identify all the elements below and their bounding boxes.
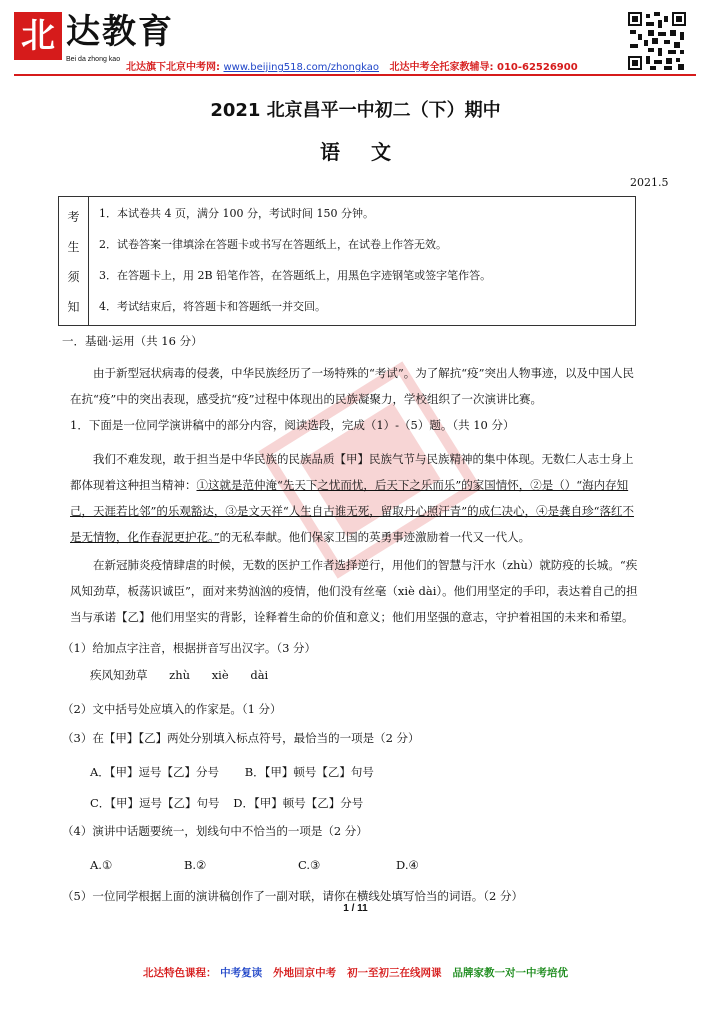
sub-question-1: （1）给加点字注音，根据拼音写出汉字。（3 分） [62,641,317,655]
footer-prefix: 北达特色课程： [142,967,217,979]
passage-paragraph-2: 在新冠肺炎疫情肆虐的时候，无数的医护工作者选择逆行，用他们的智慧与汗水（zhù）就防疫的长城。“疾风知劲草，板荡识诚臣”，面对来势汹汹的疫情，他们没有丝毫（xiè dài）。他们用坚定的手印，表达着自己的担当与承诺【乙】他们用坚实的背影，诠释着生命的价值和意义；他们用坚强的意志，守护着祖国的未来和希望。 [70,558,638,624]
option-a: A．【甲】逗号【乙】分号 [90,765,220,779]
option-c: C．【甲】逗号【乙】句号 [90,796,220,810]
tagline-prefix: 北达旗下北京中考网: [126,62,220,73]
footer-course: 初一至初三在线网课 [347,967,442,979]
sub-question-3-options-row1 [90,764,660,780]
sub-question-4-options [90,857,660,873]
notice-label-char: 生 [67,239,80,254]
section-heading: 一．基础·运用（共 16 分） [62,334,203,348]
question-1: 1．下面是一位同学演讲稿中的部分内容，阅读选段，完成（1）-（5）题。（共 10 分） [70,418,515,432]
intro-paragraph: 由于新型冠状病毒的侵袭，中华民族经历了一场特殊的“考试”。为了解抗“疫”突出人物事迹，以及中国人民在抗“疫”中的突出表现，感受抗“疫”过程中体现出的民族凝聚力，学校组织了一次演讲比赛。 [70,366,635,406]
passage-paragraph-1 [70,446,640,550]
item-word: 疾风知劲草 [90,668,148,682]
tagline-url-link[interactable]: www.beijing518.com/zhongkao [223,62,380,73]
option-b: B．【甲】顿号【乙】句号 [244,765,374,779]
notice-label-char: 考 [67,209,80,224]
notice-item: 1．本试卷共 4 页，满分 100 分，考试时间 150 分钟。 [99,207,374,220]
tagline-suffix: 北达中考全托家教辅导: 010-62526900 [389,62,578,73]
option-d: D.④ [396,858,419,872]
option-a: A.① [90,858,113,872]
item-pinyin: dài [250,668,269,682]
notice-box [58,196,636,326]
footer-banner [0,965,711,980]
exam-title: 2021 北京昌平一中初二（下）期中 [210,100,501,121]
page-number: 1 / 11 [343,903,368,914]
logo-subtitle: Bei da zhong kao [66,56,121,63]
sub-question-3-options-row2 [90,795,660,811]
passage-text: 的无私奉献。他们保家卫国的英勇事迹激励着一代又一代人。 [219,530,531,544]
option-b: B.② [183,858,207,872]
header-tagline [126,58,578,73]
option-d: D．【甲】顿号【乙】分号 [233,796,364,810]
qr-code-icon [628,12,686,70]
item-pinyin: xiè [211,668,229,682]
exam-subject: 语 文 [320,140,391,164]
sub-question-2: （2）文中括号处应填入的作家是。（1 分） [62,702,282,716]
logo-text: 达教育 [66,12,174,52]
sub-question-5: （5）一位同学根据上面的演讲稿创作了一副对联，请你在横线处填写恰当的词语。（2 分） [62,889,524,903]
notice-label-char: 须 [67,269,80,284]
item-pinyin: zhù [169,668,191,682]
logo-mark: 北 [14,12,62,60]
option-c: C.③ [298,858,321,872]
underlined-sentences: ①这就是范仲淹“先天下之忧而忧，后天下之乐而乐”的家国情怀，②是（）“海内存知己，天涯若比邻”的乐观豁达，③是文天祥“人生自古谁无死，留取丹心照汗青”的成仁决心，④是龚自珍“落红不是无情物，化作春泥更护花。” [70,478,635,544]
notice-item: 2．试卷答案一律填涂在答题卡或书写在答题纸上，在试卷上作答无效。 [99,238,447,251]
header-divider [14,74,696,76]
notice-label-char: 知 [67,299,80,314]
notice-item: 3．在答题卡上，用 2B 铅笔作答，在答题纸上，用黑色字迹钢笔或签字笔作答。 [99,269,492,282]
notice-items [99,207,491,331]
footer-course: 中考复读 [220,967,263,979]
passage-text: 我们不难发现，敢于担当是中华民族的民族品质【甲】民族气节与民族精神的集中体现。无数仁人志士身上都体现着这种担当精神： [70,452,634,492]
notice-item: 4．考试结束后，将答题卡和答题纸一并交回。 [99,300,326,313]
notice-label [59,197,89,325]
exam-date: 2021.5 [630,176,669,189]
sub-question-3: （3）在【甲】【乙】两处分别填入标点符号，最恰当的一项是（2 分） [62,731,420,745]
sub-question-4: （4）演讲中话题要统一，划线句中不恰当的一项是（2 分） [62,824,368,838]
sub-question-1-items [90,667,660,683]
footer-course: 品牌家教一对一中考培优 [452,967,569,979]
footer-course: 外地回京中考 [273,967,337,979]
